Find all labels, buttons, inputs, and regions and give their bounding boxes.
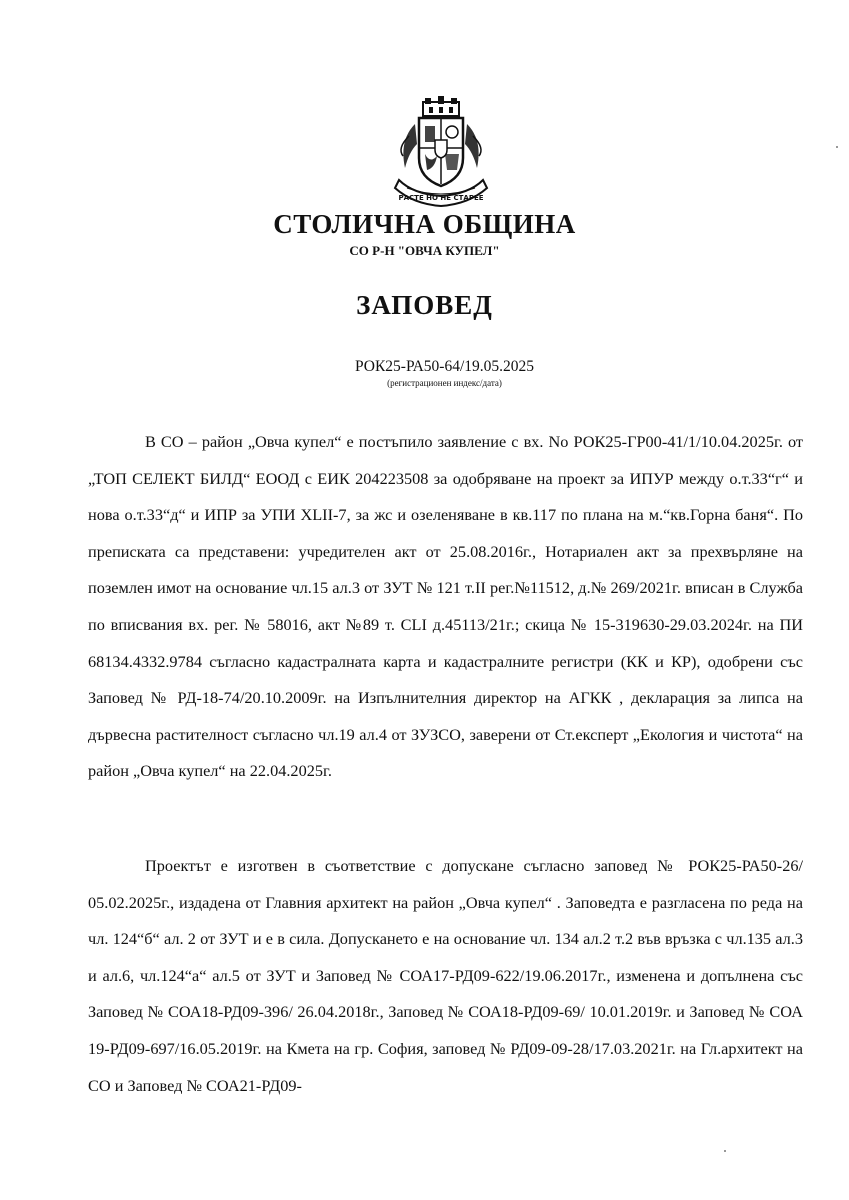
department-name: СО Р-Н "ОВЧА КУПЕЛ" bbox=[349, 243, 500, 258]
paragraph-text: В СО – район „Овча купел“ е постъпило заявление с вх. No РОК25-ГР00-41/1/10.04.2025г. от „ТОП СЕЛЕКТ БИЛД“ ЕООД с ЕИК 204223508 за одобряване на проект за ИПУР между о.т.33“г“ и нова о.т.33“д“ и ИПР за УПИ XLII-7, за жс и озеленяване в кв.117 по плана на м.“кв.Горна баня“. По преписката са представени: учредителен акт от 25.08.2016г., Нотариален акт за прехвърляне на поземлен имот на основание чл.15 ал.3 от ЗУТ № 121 т.II рег.№11512, д.№ 269/2021г. вписан в Служба по вписвания вх. рег. № 58016, акт №89 т. CLI д.45113/21г.; скица № 15-319630-29.03.2024г. на ПИ 68134.4332.9784 съгласно кадастралната карта и кадастралните регистри (КК и КР), одобрени със Заповед № РД-18-74/20.10.2009г. на Изпълнителния директор на АГКК , декларация за липса на дървесна растителност съгласно чл.19 ал.4 от ЗУЗСО, заверени от Ст.експерт „Екология и чистота“ на район „Овча купел“ на 22.04.2025г. bbox=[88, 432, 803, 781]
scan-speck bbox=[724, 1150, 726, 1152]
crest-motto: РАСТЕ НО НЕ СТАРЕЕ bbox=[398, 194, 484, 202]
organization-name: СТОЛИЧНА ОБЩИНА bbox=[273, 209, 576, 239]
body-paragraph-1 bbox=[88, 424, 803, 790]
registration-caption: (регистрационен индекс/дата) bbox=[387, 378, 502, 388]
document-title: ЗАПОВЕД bbox=[356, 290, 493, 320]
paragraph-text: Проектът е изготвен в съответствие с допускане съгласно заповед № РОК25-РА50-26/ 05.02.2025г., издадена от Главния архитект на район „Овча купел“ . Заповедта е разгласена по реда на чл. 124“б“ ал. 2 от ЗУТ и е в сила. Допускането е на основание чл. 134 ал.2 т.2 във връзка с чл.135 ал.3 и ал.6, чл.124“а“ ал.5 от ЗУТ и Заповед № СОА17-РД09-622/19.06.2017г., изменена и допълнена със Заповед № СОА18-РД09-396/ 26.04.2018г., Заповед № СОА18-РД09-69/ 10.01.2019г. и Заповед № СОА 19-РД09-697/16.05.2019г. на Кмета на гр. София, заповед № РД09-09-28/17.03.2021г. на Гл.архитект на СО и Заповед № СОА21-РД09- bbox=[88, 856, 803, 1095]
scan-speck bbox=[836, 146, 838, 148]
coat-of-arms-icon bbox=[385, 96, 497, 208]
registration-number: РОК25-РА50-64/19.05.2025 bbox=[354, 358, 535, 375]
body-paragraph-2 bbox=[88, 848, 803, 1104]
